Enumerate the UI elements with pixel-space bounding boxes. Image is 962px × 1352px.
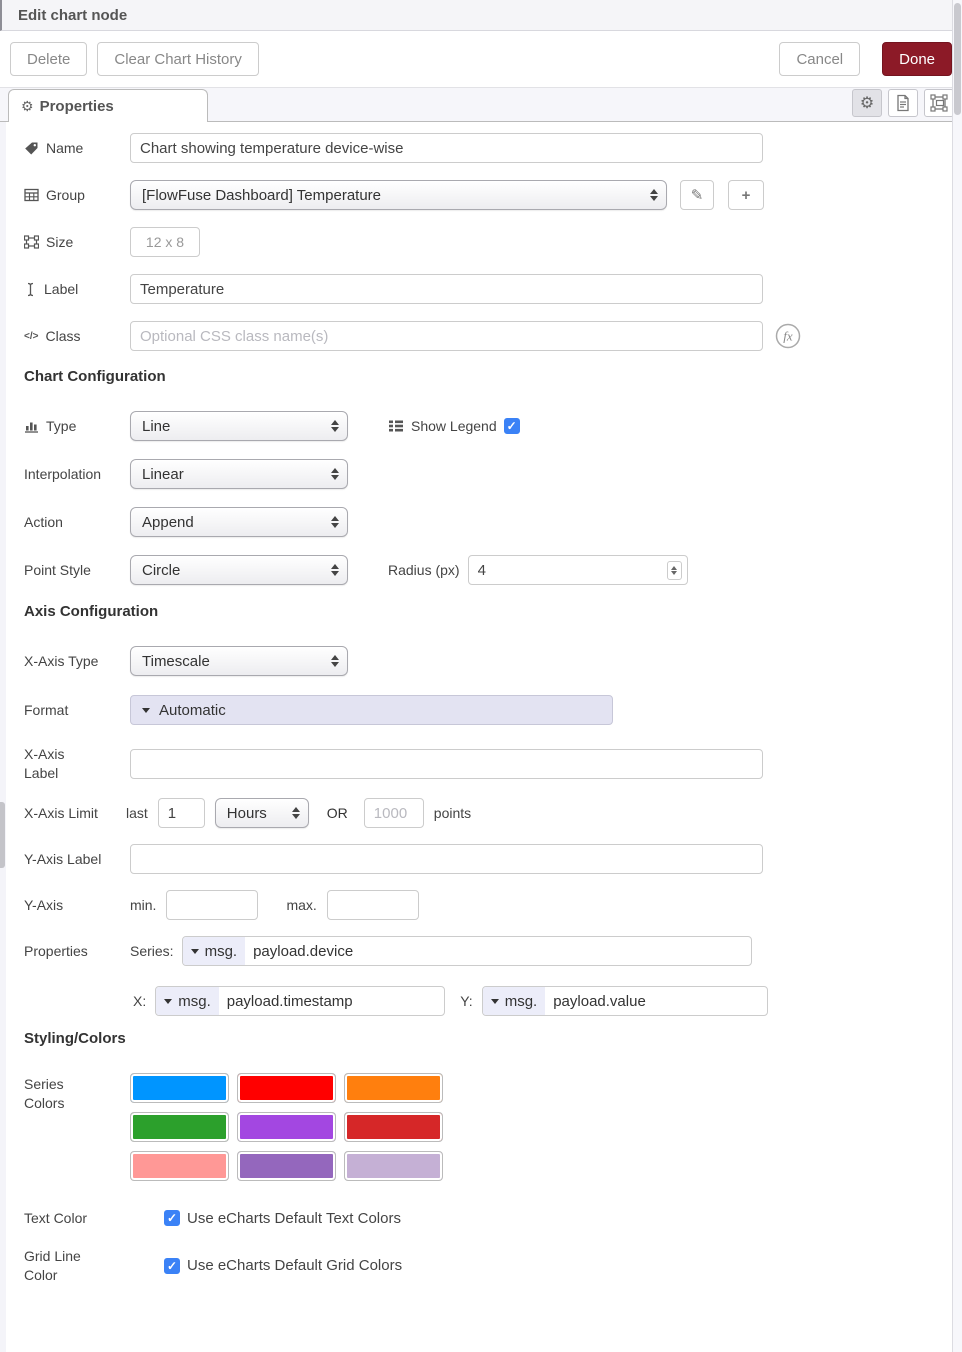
series-typed-input[interactable] bbox=[182, 936, 752, 966]
text-color-row bbox=[24, 1203, 962, 1233]
x-axis-type-select[interactable] bbox=[130, 646, 348, 676]
points-label: points bbox=[433, 805, 472, 821]
series-color-swatch[interactable] bbox=[344, 1073, 443, 1103]
y-axis-label-row bbox=[24, 844, 962, 874]
tab-properties-label: Properties bbox=[39, 97, 114, 115]
select-arrows-icon bbox=[331, 420, 339, 432]
group-label: Group bbox=[24, 187, 130, 203]
y-property-label: Y: bbox=[460, 993, 473, 1009]
limit-value-input[interactable] bbox=[158, 798, 205, 828]
document-icon bbox=[895, 94, 911, 112]
caret-down-icon bbox=[164, 999, 172, 1004]
x-value: payload.timestamp bbox=[226, 992, 353, 1010]
pencil-icon: ✎ bbox=[690, 187, 704, 204]
properties-form bbox=[0, 122, 962, 1285]
tab-properties[interactable] bbox=[8, 89, 208, 122]
format-dropdown[interactable] bbox=[130, 695, 613, 725]
x-property-label: X: bbox=[133, 993, 147, 1009]
dialog-title bbox=[0, 0, 962, 31]
y-type-button[interactable]: msg. bbox=[483, 987, 546, 1015]
chart-configuration-heading: Chart Configuration bbox=[24, 368, 166, 385]
series-color-swatch[interactable] bbox=[130, 1112, 229, 1142]
class-row bbox=[24, 321, 962, 351]
vertical-scrollbar-track[interactable] bbox=[952, 0, 962, 1352]
appearance-button[interactable] bbox=[924, 89, 954, 117]
show-legend-checkbox[interactable] bbox=[504, 418, 520, 434]
y-axis-row bbox=[24, 890, 962, 920]
gear-icon: ⚙ bbox=[21, 97, 34, 114]
point-style-select-value: Circle bbox=[142, 561, 181, 579]
size-button[interactable]: 12 x 8 bbox=[130, 227, 200, 257]
y-axis-label-input[interactable] bbox=[130, 844, 763, 874]
description-button[interactable] bbox=[888, 89, 918, 117]
series-color-swatch[interactable] bbox=[237, 1073, 336, 1103]
series-color-swatch[interactable] bbox=[130, 1151, 229, 1181]
tag-icon bbox=[24, 141, 39, 156]
caret-down-icon bbox=[142, 708, 150, 713]
limit-unit-value: Hours bbox=[226, 804, 267, 822]
limit-points-input[interactable] bbox=[364, 798, 424, 828]
number-spinner-icon[interactable] bbox=[667, 561, 682, 580]
group-select-value: [FlowFuse Dashboard] Temperature bbox=[142, 186, 382, 204]
grid-color-checkbox[interactable] bbox=[164, 1258, 180, 1274]
x-axis-label-input[interactable] bbox=[130, 749, 763, 779]
label-label: Label bbox=[24, 281, 130, 297]
type-select-value: Line bbox=[142, 417, 171, 435]
properties-label: Properties bbox=[24, 943, 88, 959]
x-axis-type-label: X-Axis Type bbox=[24, 653, 99, 669]
add-group-button[interactable] bbox=[728, 180, 764, 210]
caret-down-icon bbox=[491, 999, 499, 1004]
clear-chart-history-button[interactable]: Clear Chart History bbox=[97, 42, 259, 76]
type-row bbox=[24, 411, 962, 441]
grid-color-label: Grid Line Color bbox=[24, 1248, 81, 1283]
x-axis-limit-controls bbox=[126, 798, 471, 828]
x-axis-type-row bbox=[24, 646, 962, 676]
tab-bar-actions bbox=[852, 89, 954, 121]
min-label: min. bbox=[130, 897, 157, 913]
name-label: Name bbox=[24, 140, 130, 156]
series-color-swatch[interactable] bbox=[237, 1151, 336, 1181]
class-input[interactable] bbox=[130, 321, 763, 351]
label-row bbox=[24, 274, 962, 304]
group-row bbox=[24, 180, 962, 210]
series-colors-label: Series Colors bbox=[24, 1076, 65, 1111]
done-button[interactable]: Done bbox=[882, 42, 952, 76]
select-arrows-icon bbox=[331, 468, 339, 480]
code-icon: </> bbox=[24, 330, 39, 342]
or-label: OR bbox=[326, 805, 348, 821]
action-label: Action bbox=[24, 514, 63, 530]
name-input[interactable] bbox=[130, 133, 763, 163]
size-icon bbox=[24, 235, 39, 249]
type-label: Type bbox=[24, 418, 130, 434]
y-max-input[interactable] bbox=[327, 890, 419, 920]
select-arrows-icon bbox=[650, 189, 658, 201]
axis-configuration-heading: Axis Configuration bbox=[24, 603, 159, 620]
radius-input[interactable] bbox=[468, 555, 688, 585]
label-input[interactable] bbox=[130, 274, 763, 304]
action-select[interactable] bbox=[130, 507, 348, 537]
last-label: last bbox=[126, 805, 148, 821]
interpolation-select[interactable] bbox=[130, 459, 348, 489]
series-type-button[interactable]: msg. bbox=[183, 937, 246, 965]
x-type-button[interactable]: msg. bbox=[156, 987, 219, 1015]
dialog-title-text: Edit chart node bbox=[18, 6, 128, 24]
text-color-checkbox[interactable] bbox=[164, 1210, 180, 1226]
point-style-label: Point Style bbox=[24, 562, 91, 578]
series-colors-row bbox=[24, 1073, 962, 1181]
x-axis-limit-label: X-Axis Limit bbox=[24, 805, 98, 821]
action-row bbox=[24, 507, 962, 537]
action-select-value: Append bbox=[142, 513, 194, 531]
show-legend-label: Show Legend bbox=[411, 418, 497, 434]
scale-selection-icon bbox=[930, 94, 948, 112]
interpolation-label: Interpolation bbox=[24, 466, 102, 482]
left-scrollbar-thumb[interactable] bbox=[0, 802, 5, 868]
editor-tab-bar bbox=[0, 88, 962, 122]
max-label: max. bbox=[286, 897, 317, 913]
format-label: Format bbox=[24, 702, 69, 718]
y-axis-controls bbox=[130, 890, 419, 920]
size-label: Size bbox=[24, 234, 130, 250]
series-row bbox=[24, 936, 962, 966]
x-axis-limit-row bbox=[24, 798, 962, 828]
vertical-scrollbar-thumb[interactable] bbox=[954, 3, 961, 115]
caret-down-icon bbox=[191, 949, 199, 954]
format-dropdown-value: Automatic bbox=[159, 701, 226, 719]
series-label: Series: bbox=[130, 943, 174, 959]
select-arrows-icon bbox=[331, 564, 339, 576]
gear-icon: ⚙ bbox=[859, 95, 875, 112]
edit-group-button[interactable] bbox=[680, 180, 714, 210]
y-axis-label-label: Y-Axis Label bbox=[24, 851, 102, 867]
series-value: payload.device bbox=[253, 942, 354, 960]
x-axis-label-row bbox=[24, 744, 962, 784]
point-style-select[interactable] bbox=[130, 555, 348, 585]
x-typed-input[interactable] bbox=[155, 986, 445, 1016]
text-cursor-icon bbox=[24, 282, 37, 297]
series-color-swatch[interactable] bbox=[344, 1112, 443, 1142]
y-min-input[interactable] bbox=[166, 890, 258, 920]
series-color-swatch[interactable] bbox=[130, 1073, 229, 1103]
xy-row bbox=[24, 986, 962, 1016]
series-colors-grid bbox=[130, 1073, 443, 1181]
x-axis-label-label: X-Axis Label bbox=[24, 746, 65, 781]
delete-button[interactable]: Delete bbox=[10, 42, 87, 76]
cancel-button[interactable]: Cancel bbox=[779, 42, 860, 76]
styling-colors-heading: Styling/Colors bbox=[24, 1030, 126, 1047]
radius-input-wrap bbox=[468, 555, 688, 585]
name-row bbox=[24, 133, 962, 163]
interpolation-row bbox=[24, 459, 962, 489]
properties-gear-button[interactable] bbox=[852, 89, 882, 117]
left-edge-strip bbox=[0, 122, 6, 1352]
x-axis-type-select-value: Timescale bbox=[142, 652, 210, 670]
radius-label: Radius (px) bbox=[388, 562, 460, 578]
fx-icon[interactable] bbox=[775, 323, 801, 349]
plus-icon: + bbox=[741, 186, 751, 204]
y-typed-input[interactable] bbox=[482, 986, 768, 1016]
limit-unit-select[interactable] bbox=[215, 798, 309, 828]
legend-icon bbox=[388, 419, 404, 433]
bar-chart-icon bbox=[24, 419, 39, 433]
table-icon bbox=[24, 188, 39, 202]
y-value: payload.value bbox=[553, 992, 646, 1010]
select-arrows-icon bbox=[331, 655, 339, 667]
interpolation-select-value: Linear bbox=[142, 465, 184, 483]
show-legend-group bbox=[388, 418, 520, 434]
text-color-option: ✓ Use eCharts Default Text Colors bbox=[164, 1210, 401, 1227]
series-color-swatch[interactable] bbox=[237, 1112, 336, 1142]
format-row bbox=[24, 695, 962, 725]
size-row bbox=[24, 227, 962, 257]
type-select[interactable] bbox=[130, 411, 348, 441]
grid-color-option: ✓ Use eCharts Default Grid Colors bbox=[164, 1257, 402, 1274]
class-label: </> Class bbox=[24, 328, 81, 344]
dialog-toolbar bbox=[0, 31, 962, 88]
series-color-swatch[interactable] bbox=[344, 1151, 443, 1181]
select-arrows-icon bbox=[331, 516, 339, 528]
svg-text:fx: fx bbox=[783, 328, 793, 344]
select-arrows-icon bbox=[292, 807, 300, 819]
group-select[interactable] bbox=[130, 180, 667, 210]
y-axis-label: Y-Axis bbox=[24, 897, 64, 913]
grid-color-row bbox=[24, 1247, 962, 1285]
point-style-row bbox=[24, 555, 962, 585]
text-color-label: Text Color bbox=[24, 1210, 88, 1226]
